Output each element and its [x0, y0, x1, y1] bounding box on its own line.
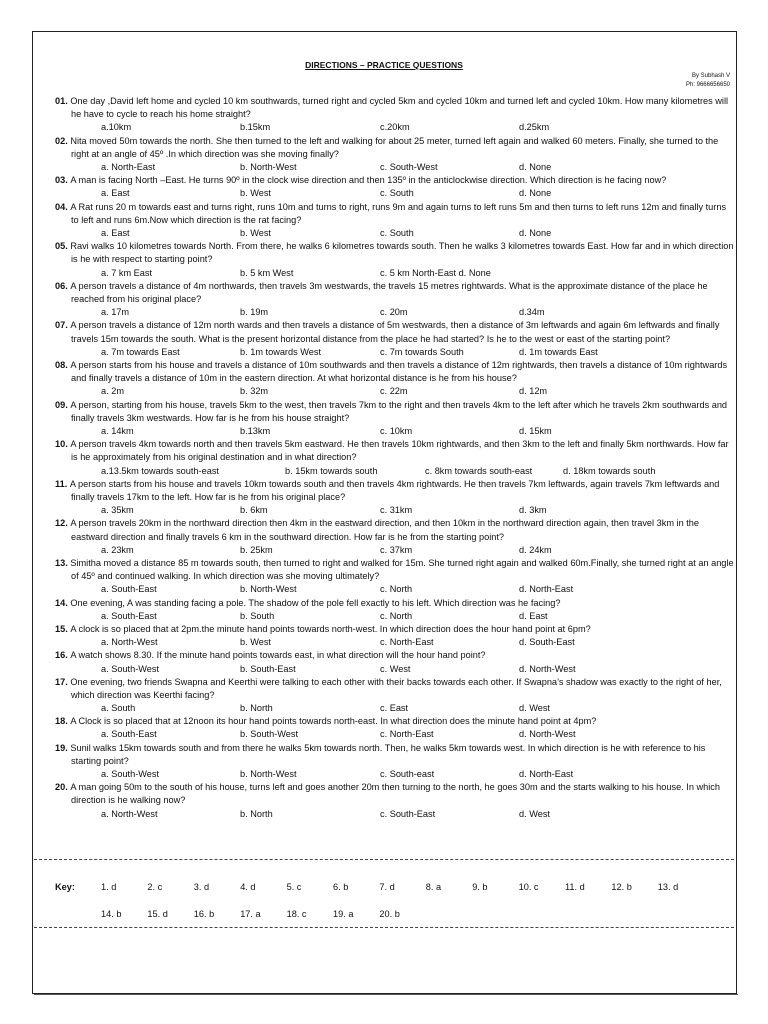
- question-body: Ravi walks 10 kilometres towards North. From there, he walks 6 kilometres towards south. Then he walks 3 kilometres towards East. How far and in which direction is he with respect to starting point?: [70, 241, 734, 265]
- option-d: d. 24km: [519, 544, 552, 555]
- option-b: b. South-East: [240, 663, 296, 674]
- option-a: a. South-East: [101, 610, 157, 621]
- question-number: 07.: [55, 320, 71, 331]
- option-b: b. 25km: [240, 544, 273, 555]
- question-list: [55, 95, 735, 821]
- option-d: d. North-East: [519, 584, 574, 595]
- option-c: c. 22m: [380, 386, 408, 397]
- question-number: 14.: [55, 597, 71, 608]
- question-body: A Rat runs 20 m towards east and turns right, runs 10m and turns to right, runs 9m and again turns to left runs 5m and then turns to left runs 12m and finally turns to left and runs 6m.Now which direction is the rat facing?: [70, 201, 727, 225]
- question-text: [55, 399, 735, 425]
- option-a: a. 35km: [101, 505, 134, 516]
- question-text: [55, 201, 735, 227]
- option-a: a.13.5km towards south-east: [101, 465, 219, 476]
- key-answer: 17. a: [240, 909, 261, 919]
- option-b: b. North: [240, 808, 273, 819]
- question-number: 15.: [55, 623, 71, 634]
- option-a: a. 7m towards East: [101, 346, 180, 357]
- question-number: 16.: [55, 650, 71, 661]
- question-body: One evening, two friends Swapna and Keerthi were talking to each other with their backs towards each other. If Swapna’s shadow was exactly to the right of her, which direction was Keerthi facing?: [70, 676, 722, 700]
- question-3: [55, 174, 735, 200]
- option-b: b. North: [240, 703, 273, 714]
- question-12: [55, 517, 735, 557]
- question-number: 12.: [55, 518, 71, 529]
- question-number: 11.: [55, 478, 70, 489]
- question-number: 01.: [55, 96, 71, 106]
- option-row: [55, 808, 735, 821]
- question-body: A man going 50m to the south of his house, turns left and goes another 20m then turning to the north, he goes 30m and the starts walking to his house. In which direction is he walking now?: [70, 782, 720, 806]
- question-body: A clock is so placed that at 2pm.the minute hand points towards north-west. In which direction does the hour hand point at 6pm?: [70, 623, 591, 634]
- key-answer: 19. a: [333, 909, 354, 919]
- option-b: b. 32m: [240, 386, 269, 397]
- option-c: c. 8km towards south-east: [425, 465, 533, 476]
- key-answer: 2. c: [147, 882, 163, 892]
- divider-bottom: [34, 927, 734, 928]
- question-text: [55, 478, 735, 504]
- option-b: b. West: [240, 637, 271, 648]
- key-answer: 4. d: [240, 882, 256, 892]
- key-answer: 3. d: [193, 882, 210, 892]
- question-16: [55, 649, 735, 675]
- question-number: 17.: [55, 676, 71, 687]
- question-6: [55, 280, 735, 320]
- option-b: b. 19m: [240, 307, 269, 318]
- question-number: 20.: [55, 782, 71, 793]
- question-14: [55, 597, 735, 623]
- author-phone: Ph: 9666656650: [685, 82, 730, 88]
- option-c: c. South-east: [380, 769, 435, 780]
- question-number: 10.: [55, 439, 71, 450]
- option-c: c. South: [380, 227, 414, 238]
- option-c: c. East: [380, 703, 409, 714]
- question-text: [55, 781, 735, 807]
- option-row: [55, 504, 735, 517]
- question-number: 19.: [55, 742, 71, 753]
- option-b: b. North-West: [240, 769, 297, 780]
- question-text: [55, 135, 735, 161]
- key-answer: 10. c: [518, 882, 539, 892]
- key-answer: 18. c: [286, 909, 307, 919]
- option-d: d.34m: [519, 307, 545, 318]
- option-b: b. South: [240, 610, 275, 621]
- question-body: A person travels a distance of 12m north wards and then travels a distance of 5m westwards, then a distance of 3m leftwards and again 6m leftwards and finally travels 15m towards the south. What is the present horizontal distance from the place he had started? Is he to the west or east of the starting point?: [70, 320, 720, 344]
- option-a: a. 2m: [101, 386, 124, 397]
- question-number: 09.: [55, 399, 71, 410]
- question-13: [55, 557, 735, 597]
- question-number: 06.: [55, 280, 71, 291]
- option-row: [55, 663, 735, 676]
- question-20: [55, 781, 735, 821]
- option-d: d. East: [519, 610, 548, 621]
- option-c: c. 5 km North-East d. None: [380, 267, 491, 278]
- option-d: d. None: [519, 188, 552, 199]
- option-row: [55, 161, 735, 174]
- option-a: a. 7 km East: [101, 267, 153, 278]
- divider-top: [34, 859, 734, 860]
- question-10: [55, 438, 735, 478]
- question-number: 03.: [55, 175, 71, 186]
- key-answer: 9. b: [472, 882, 488, 892]
- question-number: 04.: [55, 201, 71, 212]
- option-a: a. South-East: [101, 729, 157, 740]
- question-number: 08.: [55, 359, 71, 370]
- option-d: d. North-West: [519, 663, 576, 674]
- question-body: One evening, A was standing facing a pole. The shadow of the pole fell exactly to his left. Which direction was he facing?: [70, 597, 561, 608]
- key-answer: 5. c: [286, 882, 302, 892]
- question-9: [55, 399, 735, 439]
- question-text: [55, 359, 735, 385]
- option-c: c. West: [380, 663, 411, 674]
- option-row: [55, 267, 735, 280]
- option-a: a. 14km: [101, 425, 134, 436]
- option-row: [55, 121, 735, 134]
- option-c: c. 20m: [380, 307, 408, 318]
- author-name: By Subhash V: [691, 73, 730, 79]
- question-body: Nita moved 50m towards the north. She then turned to the left and walking for about 25 meter, turned left again and walked 60 meters. Finally, she turned to the right at an angle of 45º .In which direction was she moving finally?: [70, 135, 719, 159]
- option-c: c. 7m towards South: [380, 346, 464, 357]
- question-11: [55, 478, 735, 518]
- question-text: [55, 623, 735, 636]
- key-answer: 6. b: [333, 882, 349, 892]
- key-answer: 8. a: [425, 882, 442, 892]
- question-8: [55, 359, 735, 399]
- option-row: [55, 636, 735, 649]
- option-a: a. East: [101, 227, 130, 238]
- page-title: DIRECTIONS – PRACTICE QUESTIONS: [305, 60, 463, 70]
- key-answer: 1. d: [101, 882, 117, 892]
- question-1: [55, 95, 735, 135]
- question-19: [55, 742, 735, 782]
- key-answer: 20. b: [379, 909, 400, 919]
- question-text: [55, 95, 735, 121]
- option-a: a. South-West: [101, 663, 160, 674]
- option-a: a. East: [101, 188, 130, 199]
- question-body: One day ,David left home and cycled 10 km southwards, turned right and cycled 5km and cycled 10km and turned left and cycled 10km. How many kilometres will he have to cycle to reach his home straight?: [70, 96, 729, 120]
- key-answer: 11. d: [565, 882, 585, 892]
- question-text: [55, 557, 735, 583]
- key-answer: 7. d: [379, 882, 395, 892]
- question-text: [55, 597, 735, 610]
- question-text: [55, 280, 735, 306]
- question-body: A Clock is so placed that at 12noon its hour hand points towards north-east. In what direction does the minute hand point at 4pm?: [70, 716, 597, 727]
- option-d: d. 1m towards East: [519, 346, 598, 357]
- question-number: 05.: [55, 241, 71, 252]
- question-7: [55, 319, 735, 359]
- option-a: a. South-East: [101, 584, 157, 595]
- question-text: [55, 517, 735, 543]
- option-b: b. West: [240, 188, 271, 199]
- option-d: d. 12m: [519, 386, 548, 397]
- option-c: c. South-West: [380, 162, 438, 172]
- option-row: [55, 465, 735, 478]
- question-body: A person starts from his house and travels 10km towards south and then travels 4km rightwards. He then travels 7km leftwards, again travels 7km leftwards and finally travels 17km to the left. How far is he from his original place?: [69, 478, 720, 502]
- option-a: a. North-West: [101, 637, 158, 648]
- option-row: [55, 728, 735, 741]
- question-text: [55, 649, 735, 662]
- option-c: c. 10km: [380, 425, 413, 436]
- key-answer: 12. b: [611, 882, 632, 892]
- option-a: a.10km: [101, 122, 132, 133]
- answer-key-label: Key:: [55, 882, 75, 892]
- option-b: b. North-West: [240, 162, 297, 172]
- question-number: 18.: [55, 716, 71, 727]
- option-d: d. None: [519, 162, 552, 172]
- option-row: [55, 187, 735, 200]
- option-row: [55, 306, 735, 319]
- question-text: [55, 174, 735, 187]
- key-answer: 14. b: [101, 909, 122, 919]
- question-text: [55, 438, 735, 464]
- question-body: A person, starting from his house, travels 5km to the west, then travels 7km to the right and then travels 4km to the left after which he travels 2km southwards and finally travels 3km westwards. How far is he from his house straight?: [70, 399, 728, 423]
- author-block: [686, 72, 730, 90]
- option-a: a. 23km: [101, 544, 134, 555]
- question-body: Sunil walks 15km towards south and from there he walks 5km towards north. Then, he walks 5km towards west. In which direction is he with reference to his starting point?: [70, 742, 706, 766]
- option-a: a. North-East: [101, 162, 156, 172]
- question-18: [55, 715, 735, 741]
- question-text: [55, 715, 735, 728]
- option-b: b.15km: [240, 122, 271, 133]
- option-c: c. North-East: [380, 729, 434, 740]
- question-17: [55, 676, 735, 716]
- option-row: [55, 227, 735, 240]
- option-d: d. 3km: [519, 505, 547, 516]
- question-body: Simitha moved a distance 85 m towards south, then turned to right and walked for 15m. She turned right again and walked 60m.Finally, she turned right at an angle of 45º and continued walking. In which direction was she moving ultimately?: [70, 557, 734, 582]
- option-d: d. North-East: [519, 769, 574, 780]
- option-d: d. North-West: [519, 729, 576, 740]
- question-number: 02.: [55, 135, 71, 146]
- key-answer: 16. b: [193, 909, 215, 919]
- option-a: a. 17m: [101, 307, 130, 318]
- question-text: [55, 240, 735, 266]
- option-row: [55, 610, 735, 623]
- question-2: [55, 135, 735, 175]
- question-body: A man is facing North –East. He turns 90º in the clock wise direction and then 135º in the anticlockwise direction. Which direction is he facing now?: [70, 175, 667, 186]
- option-a: a. North-West: [101, 808, 158, 819]
- key-answer: 13. d: [657, 882, 679, 892]
- option-b: b. South-West: [240, 729, 299, 740]
- option-b: b. 1m towards West: [240, 346, 322, 357]
- option-c: c. 37km: [380, 544, 413, 555]
- page-shadow-line: [34, 994, 738, 995]
- option-row: [55, 385, 735, 398]
- option-b: b. 6km: [240, 505, 268, 516]
- question-body: A person travels 4km towards north and then travels 5km eastward. He then travels 10km rightwards, and then 3km to the left and finally 5km northwards. How far is he approximately from his original destination and in what direction?: [70, 439, 729, 463]
- question-body: A person starts from his house and travels a distance of 10m southwards and then travels a distance of 12m rightwards, then travels a distance of 10m rightwards and finally travels a distance of 10m in the eastern direction. At what horizontal distance is he from his house?: [70, 359, 728, 384]
- question-text: [55, 742, 735, 768]
- option-b: b. 5 km West: [240, 267, 294, 278]
- key-answer: 15. d: [147, 909, 168, 919]
- option-c: c. South-East: [380, 808, 436, 819]
- option-d: d. 15km: [519, 425, 552, 436]
- question-body: A person travels 20km in the northward direction then 4km in the eastward direction, and then 10km in the northward direction again, then travel 3km in the eastward direction and finally travels 6 km in the southward direction. How far is he from the starting point?: [70, 518, 699, 542]
- option-d: d. West: [519, 808, 550, 819]
- question-4: [55, 201, 735, 241]
- option-row: [55, 544, 735, 557]
- option-row: [55, 346, 735, 359]
- question-number: 13.: [55, 557, 71, 568]
- option-d: d. 18km towards south: [563, 465, 656, 476]
- question-text: [55, 676, 735, 702]
- question-5: [55, 240, 735, 280]
- option-c: c. North: [380, 610, 413, 621]
- option-b: b. 15km towards south: [285, 465, 378, 476]
- option-a: a. South-West: [101, 769, 160, 780]
- option-d: d. West: [519, 703, 550, 714]
- option-c: c. 31km: [380, 505, 413, 516]
- option-d: d. None: [519, 227, 552, 238]
- option-d: d.25km: [519, 122, 550, 133]
- option-b: b.13km: [240, 425, 271, 436]
- option-c: c. South: [380, 188, 414, 199]
- option-c: c.20km: [380, 122, 410, 133]
- option-row: [55, 425, 735, 438]
- option-b: b. North-West: [240, 584, 297, 595]
- question-body: A person travels a distance of 4m northwards, then travels 3m westwards, the travels 15 metres rightwards. What is the approximate distance of the place he reached from his original place?: [70, 280, 708, 304]
- option-c: c. North-East: [380, 637, 434, 648]
- option-d: d. South-East: [519, 637, 575, 648]
- option-row: [55, 583, 735, 596]
- question-body: A watch shows 8.30. If the minute hand points towards east, in what direction will the hour hand point?: [70, 650, 486, 661]
- option-b: b. West: [240, 227, 271, 238]
- question-text: [55, 319, 735, 345]
- option-row: [55, 702, 735, 715]
- option-row: [55, 768, 735, 781]
- question-15: [55, 623, 735, 649]
- option-a: a. South: [101, 703, 136, 714]
- option-c: c. North: [380, 584, 413, 595]
